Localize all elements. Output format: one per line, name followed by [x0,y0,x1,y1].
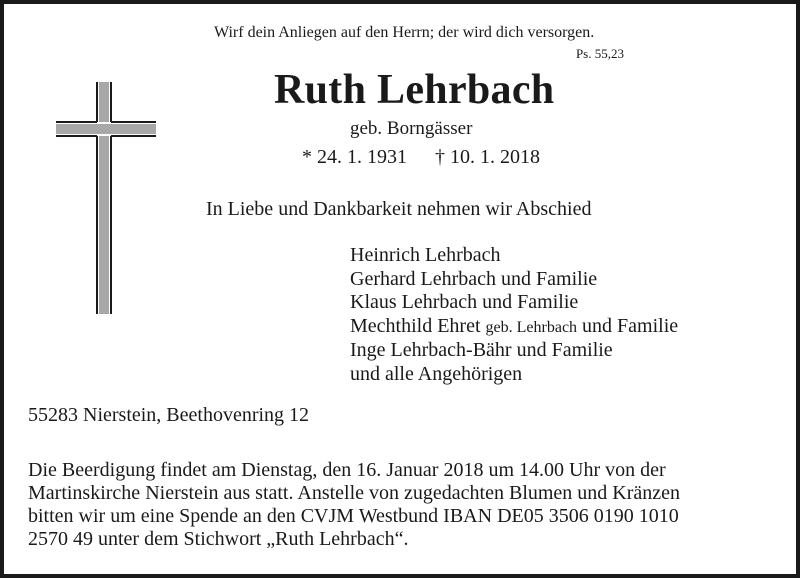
bible-verse-reference: Ps. 55,23 [575,46,624,61]
funeral-details [28,459,788,551]
funeral-line: bitten wir um eine Spende an den CVJM Westbund IBAN DE05 3506 0190 1010 [28,505,679,527]
birth-date: * 24. 1. 1931 [302,146,407,168]
mourner-line: Heinrich Lehrbach [350,244,501,266]
bible-verse: Wirf dein Anliegen auf den Herrn; der wird dich versorgen. [214,24,595,41]
cross-icon [56,82,156,314]
family-address: 55283 Nierstein, Beethovenring 12 [28,404,310,426]
life-dates [302,146,540,169]
mourner-line: Klaus Lehrbach und Familie [350,291,579,313]
mourner-line [350,315,678,340]
mourners-list [350,244,678,386]
mourner-suffix: und Familie [582,314,679,337]
mourner-line: Inge Lehrbach-Bähr und Familie [350,339,613,361]
funeral-line: Die Beerdigung findet am Dienstag, den 16. Januar 2018 um 14.00 Uhr von der [28,459,666,481]
deceased-name: Ruth Lehrbach [274,67,555,113]
mourner-name: Mechthild Ehret [350,314,481,337]
farewell-line: In Liebe und Dankbarkeit nehmen wir Abschied [206,198,592,220]
funeral-line: Martinskirche Nierstein aus statt. Anstelle von zugedachten Blumen und Kränzen [28,482,681,504]
maiden-name: geb. Borngässer [350,118,473,139]
death-date: † 10. 1. 2018 [435,146,540,168]
funeral-line: 2570 49 unter dem Stichwort „Ruth Lehrbach“. [28,528,409,550]
mourner-line: und alle Angehörigen [350,362,523,385]
mourner-maiden-name: geb. Lehrbach [485,318,578,336]
mourner-line: Gerhard Lehrbach und Familie [350,267,598,290]
